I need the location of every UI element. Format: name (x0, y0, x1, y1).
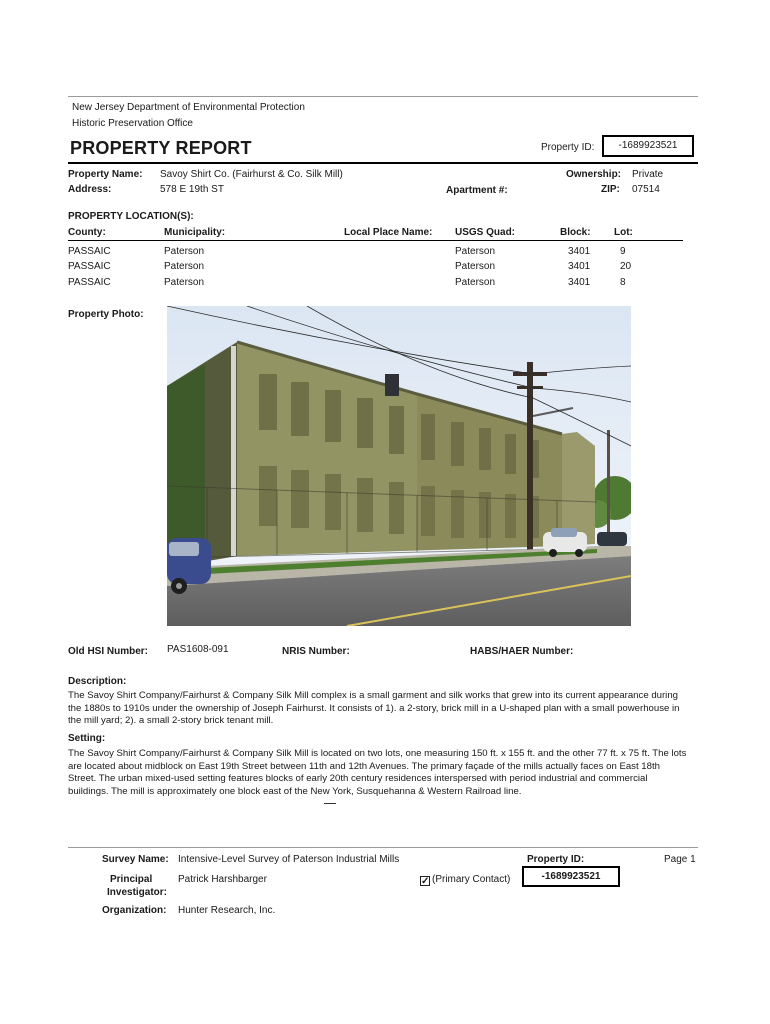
footer-property-id-box (522, 866, 620, 887)
ownership-label: Ownership: (566, 169, 622, 180)
cell-block: 3401 (568, 277, 591, 288)
footer-property-id-label: Property ID: (527, 854, 585, 865)
investigator-label-principal: Principal (110, 874, 153, 885)
cell-block: 3401 (568, 261, 591, 272)
old-hsi-label: Old HSI Number: (68, 646, 149, 657)
investigator-label: Investigator: (107, 887, 168, 898)
mill-photo-illustration (167, 306, 631, 626)
top-rule (68, 96, 698, 97)
property-name: Savoy Shirt Co. (Fairhurst & Co. Silk Mill) (160, 169, 343, 180)
page-title: PROPERTY REPORT (70, 138, 252, 158)
address-label: Address: (68, 184, 112, 195)
photo-label: Property Photo: (68, 309, 144, 320)
ownership-value: Private (632, 169, 664, 180)
title-rule (68, 162, 698, 164)
investigator-value: Patrick Harshbarger (178, 874, 267, 885)
description-text: The Savoy Shirt Company/Fairhurst & Company Silk Mill complex is a small garment and silk works that grew into its current appearance during the 1880s to 1910s under the ownership of Joseph Fairhurst. It consists of 1). a 2-story, brick mill in a U-shaped plan with a small powerhouse in the mill yard; 2). a small 2-story brick tenant mill. (68, 690, 680, 726)
cell-municipality: Paterson (164, 277, 205, 288)
cell-county: PASSAIC (68, 277, 111, 288)
description-label: Description: (68, 676, 127, 687)
locations-section-label: PROPERTY LOCATION(S): (68, 211, 194, 222)
cell-usgs-quad: Paterson (455, 246, 496, 257)
page-number: Page 1 (664, 854, 696, 865)
cell-municipality: Paterson (164, 246, 205, 257)
survey-name-label: Survey Name: (102, 854, 169, 865)
col-usgs-quad: USGS Quad: (455, 227, 516, 238)
setting-label: Setting: (68, 733, 106, 744)
col-county: County: (68, 227, 106, 238)
cell-usgs-quad: Paterson (455, 277, 496, 288)
property-photo (167, 306, 631, 626)
zip-label: ZIP: (601, 184, 620, 195)
cell-lot: 8 (620, 277, 626, 288)
property-id-value: -1689923521 (618, 140, 678, 151)
primary-contact-label: (Primary Contact) (432, 874, 511, 885)
col-local-place: Local Place Name: (344, 227, 433, 238)
cell-usgs-quad: Paterson (455, 261, 496, 272)
col-block: Block: (560, 227, 591, 238)
property-name-label: Property Name: (68, 169, 143, 180)
cell-lot: 9 (620, 246, 626, 257)
property-id-box (602, 135, 694, 157)
cell-municipality: Paterson (164, 261, 205, 272)
col-lot: Lot: (614, 227, 633, 238)
agency-name: New Jersey Department of Environmental Protection (72, 102, 305, 113)
cell-block: 3401 (568, 246, 591, 257)
col-municipality: Municipality: (164, 227, 226, 238)
organization-label: Organization: (102, 905, 167, 916)
cell-lot: 20 (620, 261, 632, 272)
habs-label: HABS/HAER Number: (470, 646, 574, 657)
primary-contact-checkbox[interactable]: ✓ (421, 876, 430, 887)
cell-county: PASSAIC (68, 261, 111, 272)
office-name: Historic Preservation Office (72, 118, 193, 129)
organization-value: Hunter Research, Inc. (178, 905, 276, 916)
address-value: 578 E 19th ST (160, 184, 224, 195)
locations-header-rule (68, 240, 683, 241)
survey-name-value: Intensive-Level Survey of Paterson Industrial Mills (178, 854, 400, 865)
apartment-label: Apartment #: (446, 185, 508, 196)
footer-rule (68, 847, 698, 848)
nris-label: NRIS Number: (282, 646, 350, 657)
property-id-label: Property ID: (541, 142, 595, 153)
old-hsi-value: PAS1608-091 (167, 644, 229, 655)
zip-value: 07514 (632, 184, 660, 195)
footer-property-id-value: -1689923521 (541, 871, 601, 882)
setting-text: The Savoy Shirt Company/Fairhurst & Company Silk Mill is located on two lots, one measuring 150 ft. x 155 ft. and the other 77 ft. x 75 ft. The lots are located about midblock on East 19th Street between 11th and 12th Avenues. The primary façade of the mills actually faces on East 18th Street. The urban mixed-used setting features blocks of early 20th century residences interspersed with period industrial and commercial buildings. The mill is approximately one block east of the New York, Susquehanna & Western Railroad line. (68, 748, 687, 797)
short-divider (324, 803, 336, 804)
cell-county: PASSAIC (68, 246, 111, 257)
